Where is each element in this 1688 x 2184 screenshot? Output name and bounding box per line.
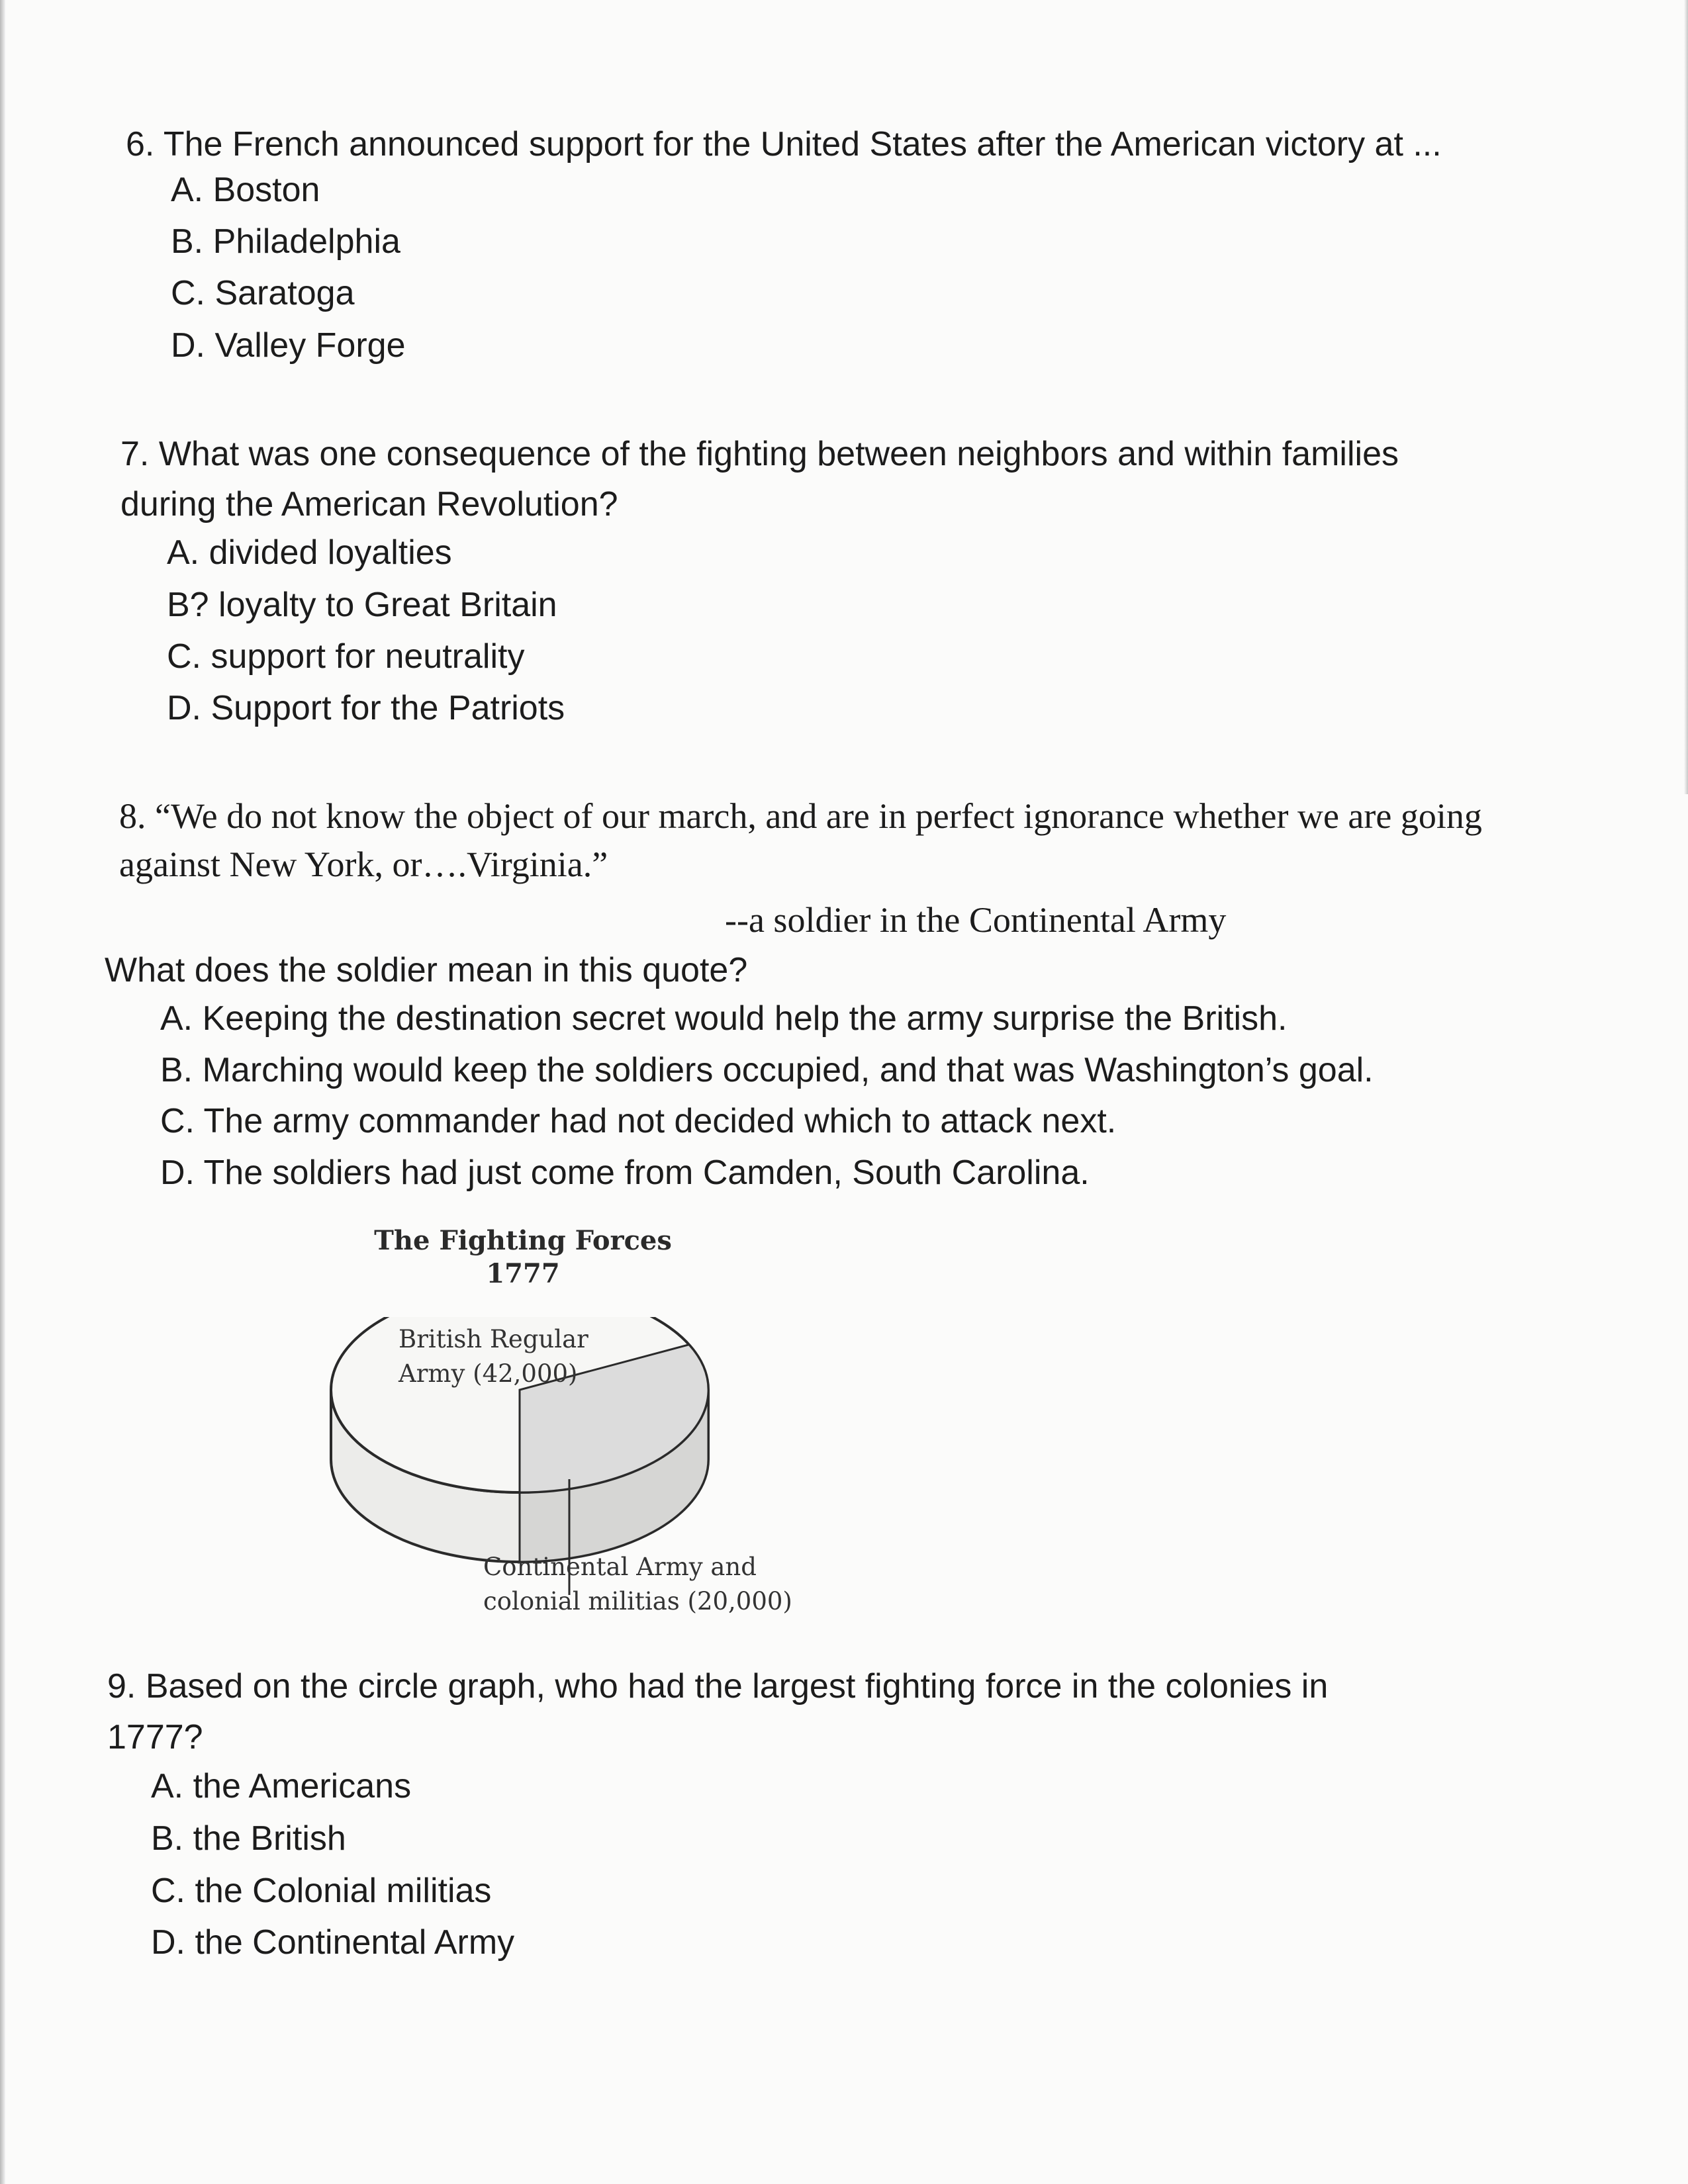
question-7-stem-line2: during the American Revolution? bbox=[120, 485, 618, 523]
question-7-choice-c: C. support for neutrality bbox=[167, 637, 525, 676]
question-9-choice-b: B. the British bbox=[151, 1819, 346, 1858]
pie-label-british bbox=[399, 1322, 588, 1391]
pie-label-british-line2: Army (42,000) bbox=[399, 1359, 578, 1388]
chart-subtitle: 1777 bbox=[486, 1258, 560, 1289]
question-6-choice-c: C. Saratoga bbox=[171, 274, 355, 312]
pie-label-continental-line1: Continental Army and bbox=[483, 1553, 757, 1581]
question-8-attribution: --a soldier in the Continental Army bbox=[725, 900, 1227, 940]
question-6-stem: 6. The French announced support for the United States after the American victory at ... bbox=[126, 125, 1442, 163]
question-9-choice-c: C. the Colonial militias bbox=[151, 1872, 492, 1910]
question-8-quote-line2: against New York, or….Virginia.” bbox=[119, 844, 608, 884]
question-8-prompt: What does the soldier mean in this quote? bbox=[105, 951, 748, 989]
question-7-choice-a: A. divided loyalties bbox=[167, 533, 452, 572]
question-9-choice-d: D. the Continental Army bbox=[151, 1923, 515, 1962]
question-8-quote-line1: 8. “We do not know the object of our march, and are in perfect ignorance whether we are going bbox=[119, 796, 1482, 836]
question-8-choice-d: D. The soldiers had just come from Camden, South Carolina. bbox=[160, 1154, 1090, 1192]
pie-label-continental-line2: colonial militias (20,000) bbox=[483, 1587, 792, 1615]
question-7-choice-b: B? loyalty to Great Britain bbox=[167, 586, 557, 624]
question-7-choice-d: D. Support for the Patriots bbox=[167, 689, 565, 727]
chart-title-block bbox=[357, 1224, 688, 1291]
pie-label-continental bbox=[483, 1550, 792, 1619]
question-6-choice-d: D. Valley Forge bbox=[171, 326, 406, 365]
question-9-choice-a: A. the Americans bbox=[151, 1767, 412, 1805]
question-6-choice-a: A. Boston bbox=[171, 171, 320, 209]
question-8-choice-c: C. The army commander had not decided which to attack next. bbox=[160, 1102, 1117, 1140]
question-9-stem-line1: 9. Based on the circle graph, who had the largest fighting force in the colonies in bbox=[107, 1667, 1329, 1706]
question-9-stem-line2: 1777? bbox=[107, 1718, 203, 1756]
scan-edge bbox=[0, 0, 5, 2184]
question-7-stem-line1: 7. What was one consequence of the fighting between neighbors and within families bbox=[120, 435, 1399, 473]
scan-edge bbox=[1684, 0, 1688, 794]
pie-label-british-line1: British Regular bbox=[399, 1325, 588, 1353]
question-6-choice-b: B. Philadelphia bbox=[171, 222, 400, 261]
chart-title: The Fighting Forces bbox=[374, 1225, 672, 1256]
question-8-choice-b: B. Marching would keep the soldiers occupied, and that was Washington’s goal. bbox=[160, 1051, 1374, 1089]
question-8-choice-a: A. Keeping the destination secret would help the army surprise the British. bbox=[160, 999, 1288, 1038]
